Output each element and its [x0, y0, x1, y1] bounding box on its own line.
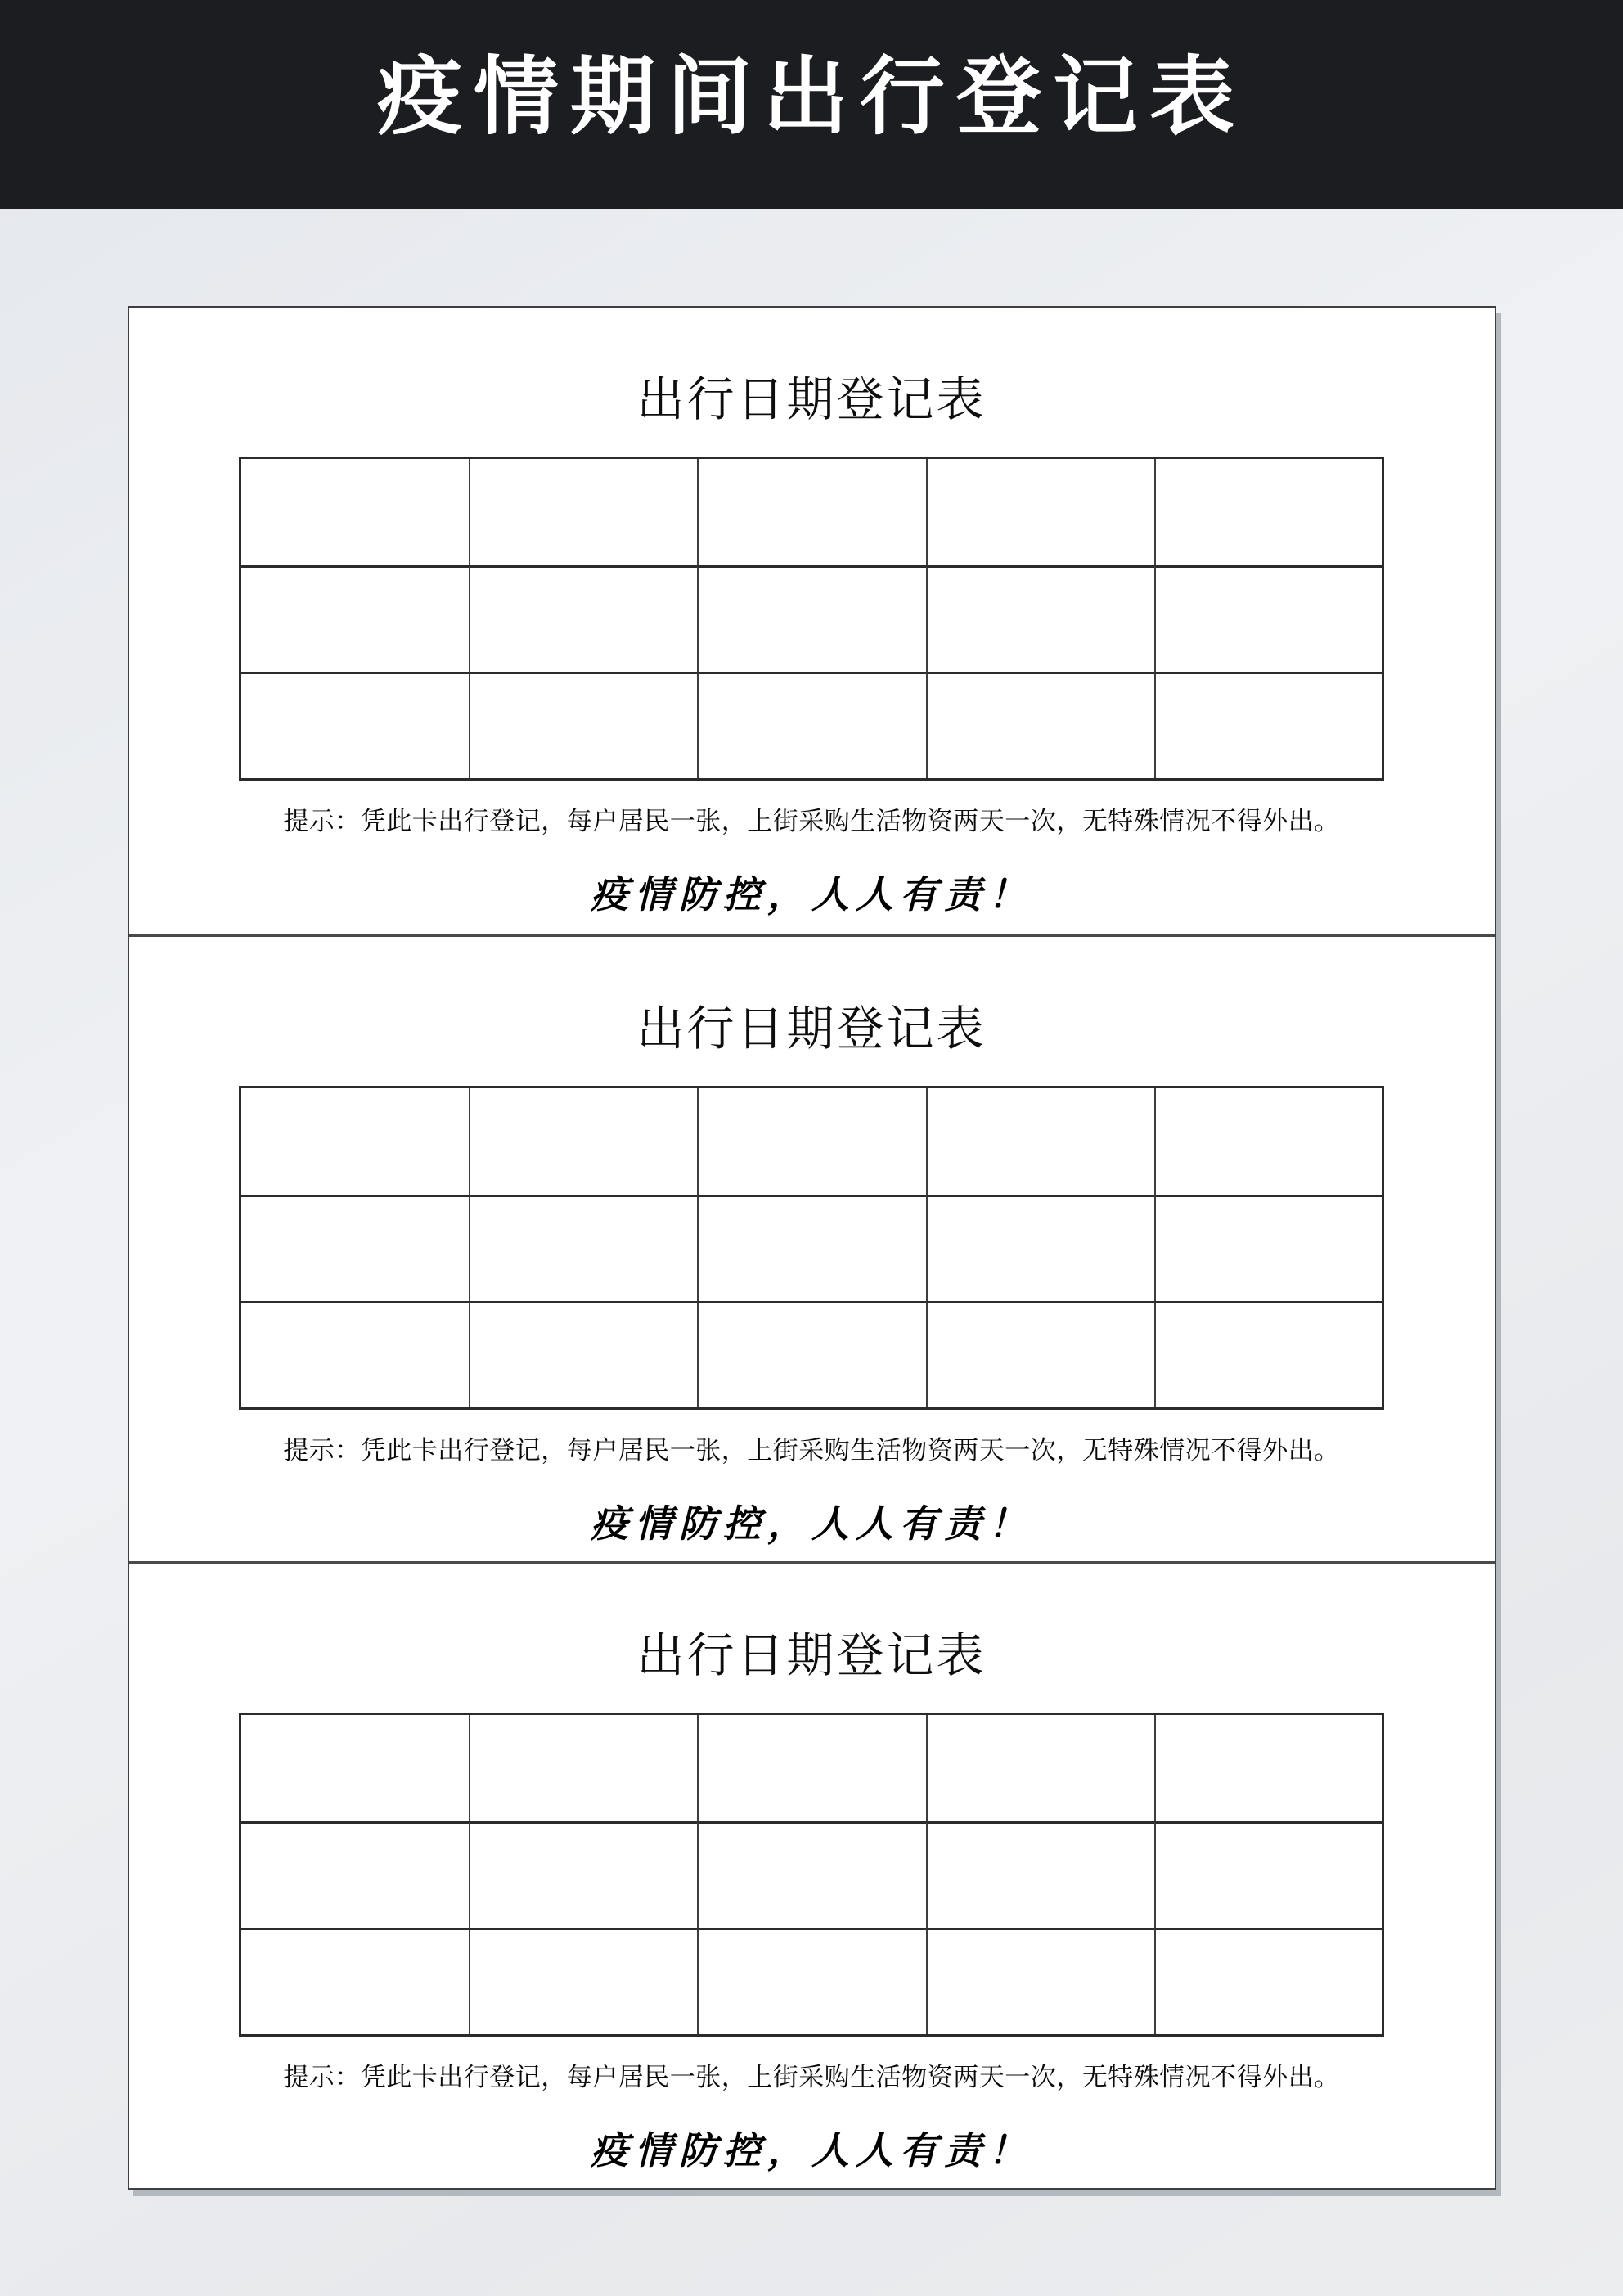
table-cell[interactable] — [1154, 1928, 1382, 2034]
table-cell[interactable] — [1154, 1088, 1382, 1195]
table-cell[interactable] — [697, 672, 925, 778]
table-cell[interactable] — [469, 672, 697, 778]
table-cell[interactable] — [697, 1715, 925, 1821]
table-cell[interactable] — [241, 1088, 469, 1195]
table-cell[interactable] — [469, 1715, 697, 1821]
card-title: 出行日期登记表 — [636, 1629, 987, 1682]
table-cell[interactable] — [241, 1301, 469, 1407]
card-slogan: 疫情防控，人人有责！ — [591, 1501, 1032, 1546]
travel-date-table — [239, 1713, 1384, 2037]
table-cell[interactable] — [241, 1928, 469, 2034]
table-cell[interactable] — [697, 565, 925, 672]
table-cell[interactable] — [469, 1821, 697, 1928]
registration-card-3 — [129, 1561, 1495, 2188]
table-cell[interactable] — [697, 1821, 925, 1928]
registration-card-2 — [129, 934, 1495, 1561]
table-cell[interactable] — [241, 1715, 469, 1821]
table-cell[interactable] — [697, 1088, 925, 1195]
card-title: 出行日期登记表 — [636, 373, 987, 426]
table-cell[interactable] — [241, 672, 469, 778]
page-title: 疫情期间出行登记表 — [376, 49, 1246, 145]
table-cell[interactable] — [926, 1301, 1154, 1407]
table-cell[interactable] — [926, 1088, 1154, 1195]
table-cell[interactable] — [1154, 1301, 1382, 1407]
registration-card-1 — [129, 308, 1495, 934]
table-cell[interactable] — [241, 459, 469, 565]
table-cell[interactable] — [697, 1928, 925, 2034]
card-note: 提示：凭此卡出行登记，每户居民一张，上街采购生活物资两天一次，无特殊情况不得外出。 — [283, 1435, 1340, 1465]
travel-date-table — [239, 457, 1384, 781]
table-cell[interactable] — [469, 1195, 697, 1301]
registration-cards — [128, 306, 1496, 2190]
table-cell[interactable] — [926, 1821, 1154, 1928]
table-cell[interactable] — [1154, 565, 1382, 672]
table-cell[interactable] — [241, 565, 469, 672]
table-cell[interactable] — [926, 1715, 1154, 1821]
table-cell[interactable] — [1154, 459, 1382, 565]
card-note: 提示：凭此卡出行登记，每户居民一张，上街采购生活物资两天一次，无特殊情况不得外出。 — [283, 2062, 1340, 2091]
card-slogan: 疫情防控，人人有责！ — [591, 2127, 1032, 2172]
table-cell[interactable] — [1154, 672, 1382, 778]
table-cell[interactable] — [697, 1301, 925, 1407]
page-header — [0, 0, 1623, 209]
table-cell[interactable] — [1154, 1715, 1382, 1821]
table-cell[interactable] — [926, 459, 1154, 565]
table-cell[interactable] — [469, 565, 697, 672]
table-cell[interactable] — [697, 459, 925, 565]
table-cell[interactable] — [926, 565, 1154, 672]
table-cell[interactable] — [1154, 1195, 1382, 1301]
table-cell[interactable] — [241, 1195, 469, 1301]
card-slogan: 疫情防控，人人有责！ — [591, 871, 1032, 916]
table-cell[interactable] — [469, 459, 697, 565]
table-cell[interactable] — [241, 1821, 469, 1928]
table-cell[interactable] — [926, 1195, 1154, 1301]
table-cell[interactable] — [469, 1301, 697, 1407]
card-title: 出行日期登记表 — [636, 1002, 987, 1056]
card-note: 提示：凭此卡出行登记，每户居民一张，上街采购生活物资两天一次，无特殊情况不得外出。 — [283, 806, 1340, 835]
table-cell[interactable] — [926, 672, 1154, 778]
travel-date-table — [239, 1086, 1384, 1410]
table-cell[interactable] — [1154, 1821, 1382, 1928]
table-cell[interactable] — [469, 1928, 697, 2034]
table-cell[interactable] — [469, 1088, 697, 1195]
table-cell[interactable] — [697, 1195, 925, 1301]
table-cell[interactable] — [926, 1928, 1154, 2034]
